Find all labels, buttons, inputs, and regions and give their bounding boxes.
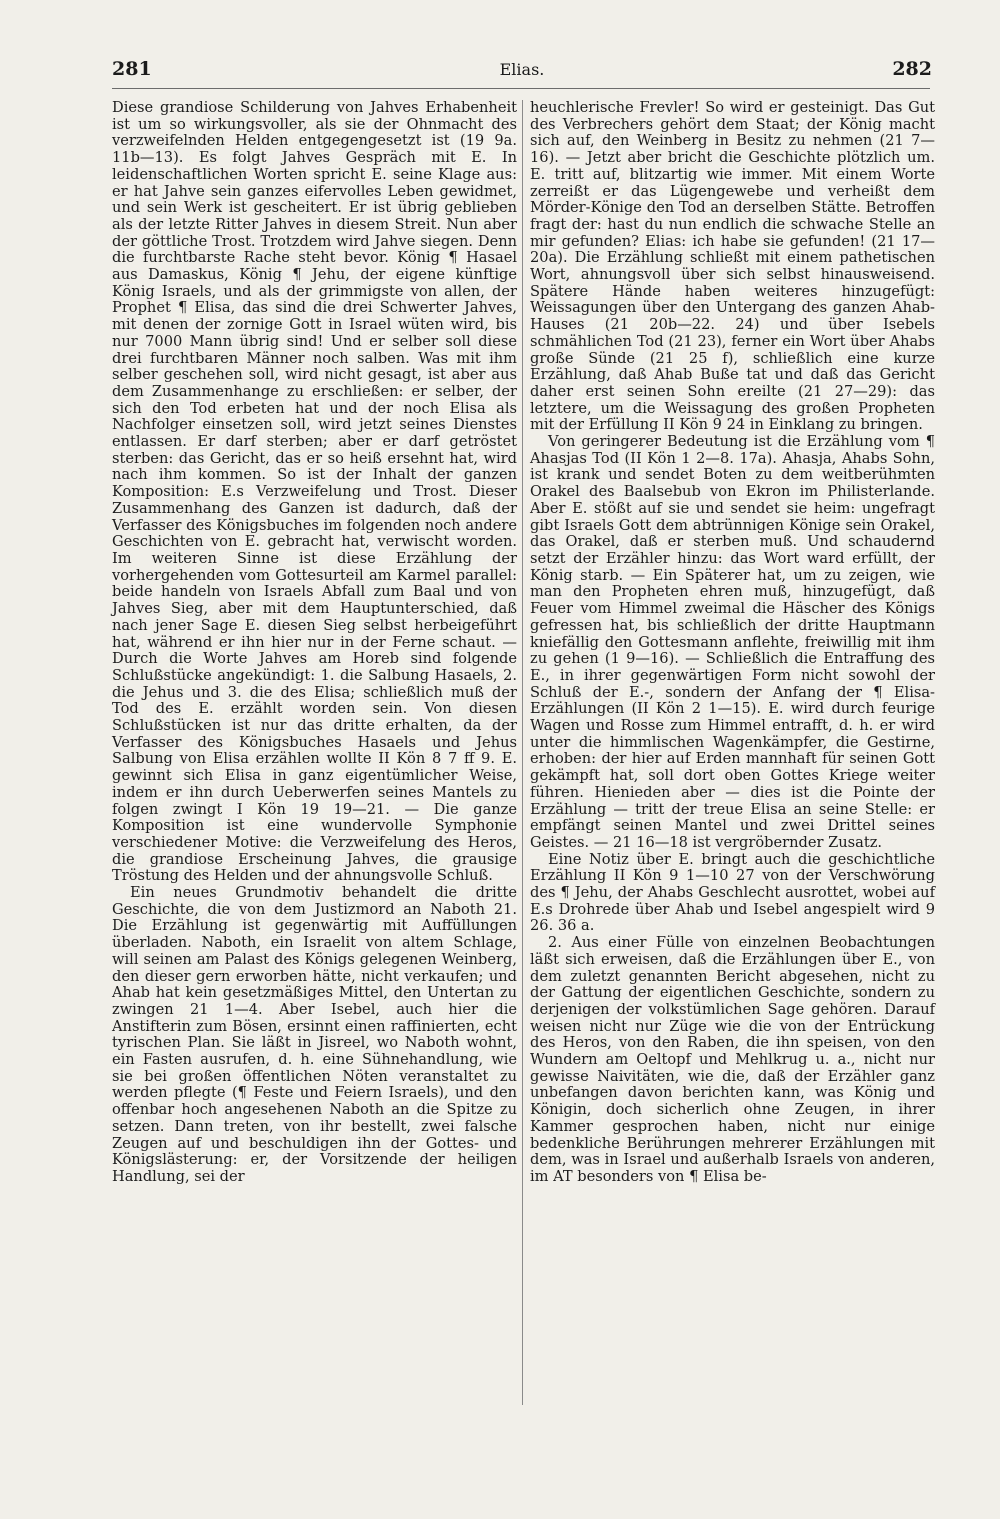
page-number-right: 282 [892, 58, 932, 80]
page-number-left: 281 [112, 58, 152, 80]
paragraph: heuchlerische Frevler! So wird er gesteinigt. Das Gut des Verbrechers gehört dem Staat; der König macht sich auf, den Weinberg in Besitz zu nehmen (21 7—16). — Jetzt aber bricht die Geschichte plötzlich um. E. tritt auf, blitzartig wie immer. Mit einem Worte zerreißt er das Lügengewebe und verheißt dem Mörder-Könige den Tod an derselben Stätte. Betroffen fragt der: hast du nun endlich die schwache Stelle an mir gefunden? Elias: ich habe sie gefunden! (21 17—20a). Die Erzählung schließt mit einem pathetischen Wort, ahnungsvoll über sich selbst hinausweisend. Spätere Hände haben weiteres hinzugefügt: Weissagungen über den Untergang des ganzen Ahab-Hauses (21 20b—22. 24) und über Isebels schmählichen Tod (21 23), ferner ein Wort über Ahabs große Sünde (21 25 f), schließlich eine kurze Erzählung, daß Ahab Buße tat und daß das Gericht daher erst seinen Sohn ereilte (21 27—29): das letztere, um die Weissagung des großen Propheten mit der Erfüllung II Kön 9 24 in Einklang zu bringen. [530, 99, 935, 434]
paragraph: Ein neues Grundmotiv behandelt die dritte Geschichte, die von dem Justizmord an Naboth 21. Die Erzählung ist gegenwärtig mit Auffüllungen überladen. Naboth, ein Israelit von altem Schlage, will seinen am Palast des Königs gelegenen Weinberg, den dieser gern erworben hätte, nicht verkaufen; und Ahab hat kein gesetzmäßiges Mittel, den Untertan zu zwingen 21 1—4. Aber Isebel, auch hier die Anstifterin zum Bösen, ersinnt einen raffinierten, echt tyrischen Plan. Sie läßt in Jisreel, wo Naboth wohnt, ein Fasten ausrufen, d. h. eine Sühnehandlung, wie sie bei großen öffentlichen Nöten veranstaltet zu werden pflegte (¶ Feste und Feiern Israels), und den offenbar hoch angesehenen Naboth an die Spitze zu setzen. Dann treten, von ihr bestellt, zwei falsche Zeugen auf und beschuldigen ihn der Gottes- und Königslästerung: er, der Vorsitzende der heiligen Handlung, sei der [112, 884, 517, 1185]
paragraph: Diese grandiose Schilderung von Jahves Erhabenheit ist um so wirkungsvoller, als sie der Ohnmacht des verzweifelnden Helden entgegengesetzt ist (19 9a. 11b—13). Es folgt Jahves Gespräch mit E. In leidenschaftlichen Worten spricht E. seine Klage aus: er hat Jahve sein ganzes eifervolles Leben gewidmet, und sein Werk ist gescheitert. Er ist übrig geblieben als der letzte Ritter Jahves in diesem Streit. Nun aber der göttliche Trost. Trotzdem wird Jahve siegen. Denn die furchtbarste Rache steht bevor. König ¶ Hasael aus Damaskus, König ¶ Jehu, der eigene künftige König Israels, und als der grimmigste von allen, der Prophet ¶ Elisa, das sind die drei Schwerter Jahves, mit denen der zornige Gott in Israel wüten wird, bis nur 7000 Mann übrig sind! Und er selber soll diese drei furchtbaren Männer noch salben. Was mit ihm selber geschehen soll, wird nicht gesagt, ist aber aus dem Zusammenhange zu erschließen: er selber, der sich den Tod erbeten hat und der noch Elisa als Nachfolger einsetzen soll, wird jetzt seines Dienstes entlassen. Er darf sterben; aber er darf getröstet sterben: das Gericht, das er so heiß ersehnt hat, wird nach ihm kommen. So ist der Inhalt der ganzen Komposition: E.s Verzweifelung und Trost. Dieser Zusammenhang des Ganzen ist dadurch, daß der Verfasser des Königsbuches im folgenden noch andere Geschichten von E. gebracht hat, verwischt worden. Im weiteren Sinne ist diese Erzählung der vorhergehenden vom Gottesurteil am Karmel parallel: beide handeln von Israels Abfall zum Baal und von Jahves Sieg, aber mit dem Hauptunterschied, daß nach jener Sage E. diesen Sieg selbst herbeigeführt hat, während er ihn hier nur in der Ferne schaut. — Durch die Worte Jahves am Horeb sind folgende Schlußstücke angekündigt: 1. die Salbung Hasaels, 2. die Jehus und 3. die des Elisa; schließlich muß der Tod des E. erzählt worden sein. Von diesen Schlußstücken ist nur das dritte erhalten, da der Verfasser des Königsbuches Hasaels und Jehus Salbung von Elisa erzählen wollte II Kön 8 7 ff 9. E. gewinnt sich Elisa in ganz eigentümlicher Weise, indem er ihn durch Ueberwerfen seines Mantels zu folgen zwingt I Kön 19 19—21. — Die ganze Komposition ist eine wundervolle Symphonie verschiedener Motive: die Verzweifelung des Heros, die grandiose Erscheinung Jahves, die grausige Tröstung des Helden und der ahnungsvolle Schluß. [112, 99, 518, 885]
paragraph: Eine Notiz über E. bringt auch die geschichtliche Erzählung II Kön 9 1—10 27 von der Verschwörung des ¶ Jehu, der Ahabs Geschlecht ausrottet, wobei auf E.s Drohrede über Ahab und Isebel angespielt wird 9 26. 36 a. [530, 850, 935, 935]
column-divider [522, 100, 523, 1405]
running-title: Elias. [499, 60, 545, 79]
text-column-right [530, 100, 935, 1186]
header-rule [112, 88, 930, 89]
paragraph: 2. Aus einer Fülle von einzelnen Beobachtungen läßt sich erweisen, daß die Erzählungen über E., von dem zuletzt genannten Bericht abgesehen, nicht zu der Gattung der eigentlichen Geschichte, sondern zu derjenigen der volkstümlichen Sage gehören. Darauf weisen nicht nur Züge wie die von der Entrückung des Heros, von den Raben, die ihn speisen, von den Wundern am Oeltopf und Mehlkrug u. a., nicht nur gewisse Naivitäten, wie die, daß der Erzähler ganz unbefangen davon berichten kann, was König und Königin, doch sicherlich ohne Zeugen, in ihrer Kammer gesprochen haben, nicht nur einige bedenkliche Berührungen mehrerer Erzählungen mit dem, was in Israel und außerhalb Israels von anderen, im AT besonders von ¶ Elisa be- [530, 934, 935, 1185]
paragraph: Von geringerer Bedeutung ist die Erzählung vom ¶ Ahasjas Tod (II Kön 1 2—8. 17a). Ahasja, Ahabs Sohn, ist krank und sendet Boten zu dem weitberühmten Orakel des Baalsebub von Ekron im Philisterlande. Aber E. stößt auf sie und sendet sie heim: ungefragt gibt Israels Gott dem abtrünnigen Könige sein Orakel, das Orakel, daß er sterben muß. Und schaudernd setzt der Erzähler hinzu: das Wort ward erfüllt, der König starb. — Ein Späterer hat, um zu zeigen, wie man den Propheten ehren muß, hinzugefügt, daß Feuer vom Himmel zweimal die Häscher des Königs gefressen hat, bis schließlich der dritte Hauptmann kniefällig den Gottesmann anflehte, freiwillig mit ihm zu gehen (1 9—16). — Schließlich die Entraffung des E., in ihrer gegenwärtigen Form nicht sowohl der Schluß der E.-, sondern der Anfang der ¶ Elisa-Erzählungen (II Kön 2 1—15). E. wird durch feurige Wagen und Rosse zum Himmel entrafft, d. h. er wird unter die himmlischen Wagenkämpfer, die Gestirne, erhoben: der hier auf Erden mannhaft für seinen Gott gekämpft hat, soll dort oben Gottes Kriege weiter führen. Hienieden aber — dies ist die Pointe der Erzählung — tritt der treue Elisa an seine Stelle: er empfängt seinen Mantel und zwei Drittel seines Geistes. — 21 16—18 ist vergröbernder Zusatz. [530, 433, 935, 851]
page-header [112, 58, 932, 88]
text-column-left [112, 100, 517, 1186]
